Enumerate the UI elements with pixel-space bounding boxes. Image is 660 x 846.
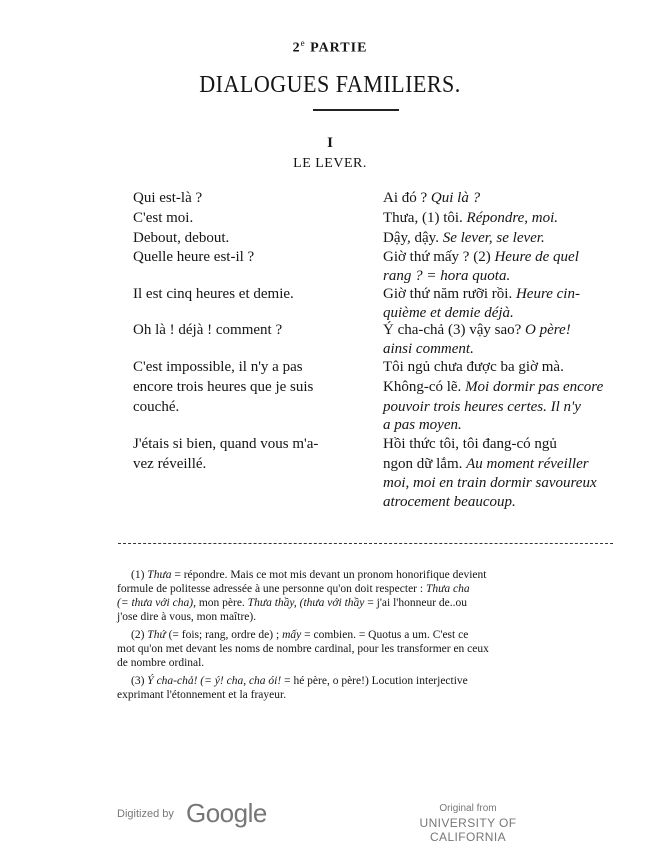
section-title: LE LEVER. (293, 156, 367, 171)
footnote-segment: mot qu'on met devant les noms de nombre cardinal, pour les transformer en ceux (117, 643, 489, 655)
literal-translation: Répondre, moi. (466, 210, 559, 226)
footnote-line (131, 628, 468, 642)
vietnamese-line (383, 416, 462, 434)
literal-translation: rang ? = hora quota. (383, 268, 511, 284)
digitized-by-label: Digitized by (117, 808, 174, 820)
footnote-segment: , mon père. (193, 597, 248, 609)
part-number: 2 (292, 40, 301, 56)
literal-translation: atrocement beaucoup. (383, 494, 516, 510)
vietnamese-text: Ai đó ? (383, 190, 431, 206)
vietnamese-text: Không-có lẽ. (383, 379, 466, 395)
french-line: Quelle heure est-il ? (133, 249, 255, 265)
section-number: I (327, 135, 333, 151)
literal-translation: quième et demie déjà. (383, 305, 514, 321)
original-from-label: Original from (439, 803, 497, 814)
vietnamese-line (383, 378, 603, 396)
footnote-line (131, 568, 486, 582)
french-line: C'est moi. (133, 210, 194, 226)
part-superscript: e (300, 38, 306, 48)
part-label: PARTIE (310, 40, 368, 56)
literal-translation: Heure de quel (494, 249, 579, 265)
footnote-segment: (1) (131, 569, 148, 581)
footnote-line (131, 674, 468, 688)
vietnamese-line (383, 398, 581, 416)
footnote-segment: Ý cha-chả! (= ý! cha, cha ói! (147, 675, 282, 687)
vietnamese-line (383, 435, 557, 453)
french-line: Oh là ! déjà ! comment ? (133, 322, 283, 338)
literal-translation: Au moment réveiller (466, 456, 589, 472)
vietnamese-line (383, 189, 480, 207)
literal-translation: O père! (525, 322, 571, 338)
literal-translation: Se lever, se lever. (442, 230, 545, 246)
literal-translation: pouvoir trois heures certes. Il n'y (383, 399, 581, 415)
vietnamese-line (383, 285, 580, 303)
french-line: Debout, debout. (133, 230, 230, 246)
vietnamese-line (383, 358, 564, 376)
french-line: J'étais si bien, quand vous m'a- (133, 436, 319, 452)
vietnamese-line (383, 321, 571, 339)
title-rule (313, 109, 399, 111)
vietnamese-line (383, 304, 514, 322)
literal-translation: Heure cin- (515, 286, 580, 302)
footnote-segment: Thưa (147, 569, 172, 581)
part-heading (0, 38, 660, 57)
footnote-segment: Thưa cha (425, 583, 470, 595)
footnote-segment: = combien. = Quotus a um. C'est ce (301, 629, 469, 641)
literal-translation: moi, moi en train dormir savoureux (383, 475, 597, 491)
french-line: Qui est-là ? (133, 190, 203, 206)
footnote-segment: de nombre ordinal. (117, 657, 205, 669)
footnote-line (117, 642, 489, 656)
page-title: DIALOGUES FAMILIERS. (199, 72, 461, 98)
vietnamese-line (383, 229, 545, 247)
footnote-segment: formule de politesse adressée à une personne qu'on doit respecter : (117, 583, 426, 595)
literal-translation: Qui là ? (430, 190, 481, 206)
french-line: C'est impossible, il n'y a pas (133, 359, 303, 375)
vietnamese-line (383, 455, 589, 473)
footnote-segment: mấy (282, 629, 302, 641)
footnote-segment: Thưa thầy, (thưa với thầy (247, 597, 365, 609)
footnote-segment: j'ose dire à vous, mon maître). (117, 611, 257, 623)
footnote-segment: exprimant l'étonnement et la frayeur. (117, 689, 287, 701)
vietnamese-text: Giờ thứ năm rưỡi rồi. (383, 286, 516, 302)
vietnamese-line (383, 209, 558, 227)
vietnamese-line (383, 267, 510, 285)
vietnamese-text: Thưa, (1) tôi. (383, 210, 467, 226)
footnote-segment: = répondre. Mais ce mot mis devant un pronom honorifique devient (171, 569, 487, 581)
footnote-segment: (= fois; rang, ordre de) ; (165, 629, 283, 641)
footnote-segment: = hé père, o père!) Locution interjective (281, 675, 468, 687)
vietnamese-text: Hồi thức tôi, tôi đang-có ngủ (383, 436, 557, 452)
french-line: Il est cinq heures et demie. (133, 286, 294, 302)
footnote-segment: = j'ai l'honneur de..ou (364, 597, 468, 609)
google-logo: Google (186, 798, 267, 828)
university-label: UNIVERSITY OF CALIFORNIA (419, 816, 517, 844)
footnote-segment: (3) (131, 675, 148, 687)
footnote-segment: (= thưa với cha) (117, 597, 194, 609)
vietnamese-line (383, 248, 579, 266)
vietnamese-line (383, 474, 597, 492)
footnote-segment: (2) (131, 629, 148, 641)
french-line: couché. (133, 399, 180, 415)
french-line: vez réveillé. (133, 456, 207, 472)
french-line: encore trois heures que je suis (133, 379, 314, 395)
vietnamese-text: ngon dữ lắm. (383, 456, 467, 472)
footnote-line (117, 582, 470, 596)
literal-translation: a pas moyen. (383, 417, 462, 433)
footnote-segment: Thứ (147, 629, 166, 641)
vietnamese-line (383, 493, 516, 511)
footnote-line (117, 596, 467, 610)
footnote-line (117, 656, 204, 670)
vietnamese-text: Dậy, dậy. (383, 230, 443, 246)
vietnamese-text: Ý cha-chả (3) vậy sao? (383, 322, 526, 338)
footnote-rule (118, 543, 613, 544)
footnote-line (117, 610, 256, 624)
vietnamese-text: Tôi ngủ chưa được ba giờ mà. (383, 359, 564, 375)
vietnamese-text: Giờ thứ mấy ? (2) (383, 249, 495, 265)
literal-translation: Moi dormir pas encore (465, 379, 604, 395)
footnote-line (117, 688, 286, 702)
literal-translation: ainsi comment. (383, 341, 474, 357)
vietnamese-line (383, 340, 474, 358)
